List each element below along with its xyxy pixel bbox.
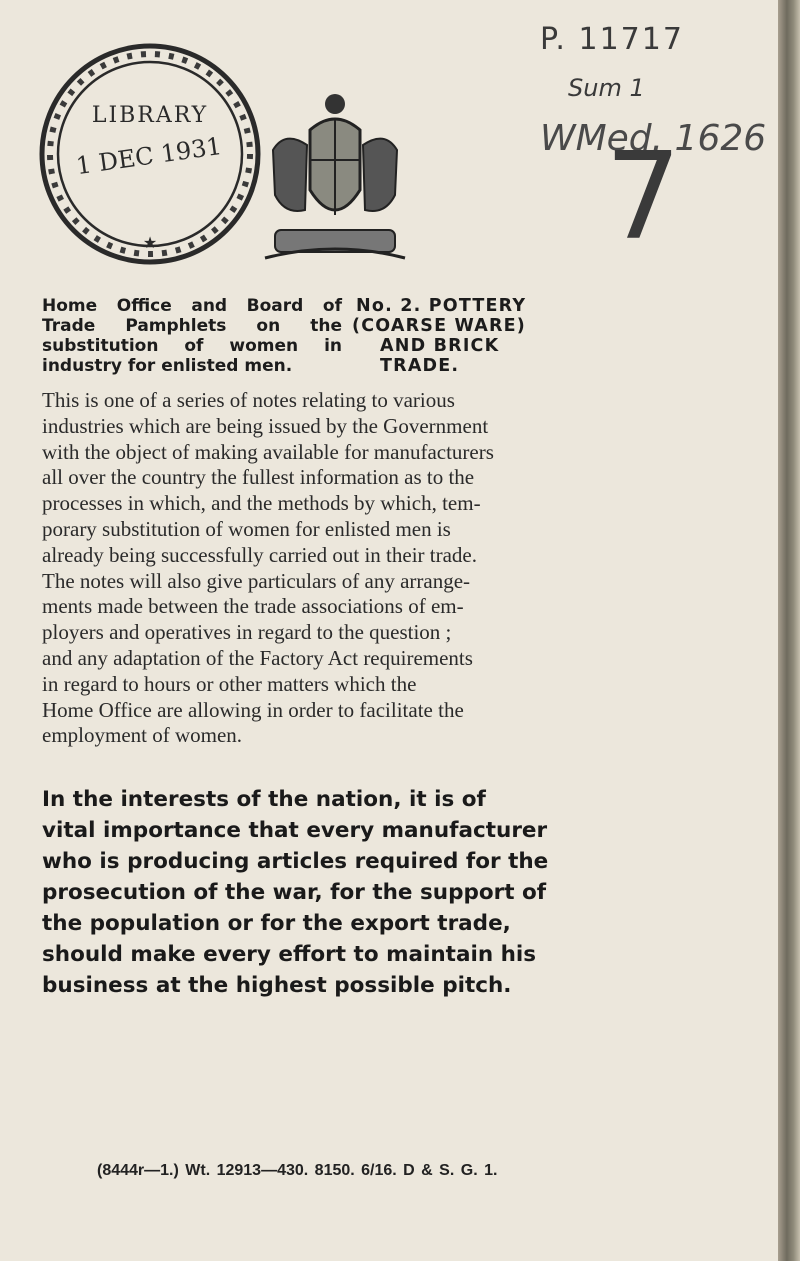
emphasis-line: business at the highest possible pitch. <box>42 973 512 998</box>
body-line: ments made between the trade associations of em- <box>42 594 464 619</box>
body-line: Home Office are allowing in order to facilitate the <box>42 697 464 722</box>
body-line: This is one of a series of notes relating to various <box>42 388 455 412</box>
body-line: industries which are being issued by the Government <box>42 413 489 438</box>
body-line: porary substitution of women for enlisted men is <box>42 516 451 541</box>
body-line: already being successfully carried out in their trade. <box>42 542 477 567</box>
emphasis-line: the population or for the export trade, <box>42 911 511 936</box>
body-line: The notes will also give particulars of any arrange- <box>42 568 471 593</box>
library-stamp <box>36 40 264 268</box>
emphasis-line: who is producing articles required for the <box>42 849 549 874</box>
body-line: with the object of making available for manufacturers <box>42 439 494 464</box>
title-line-1: No. 2. POTTERY <box>356 296 527 316</box>
pamphlet-title <box>352 296 732 376</box>
body-line: employment of women. <box>42 723 243 748</box>
page-edge <box>778 0 800 1261</box>
emphasis-line: In the interests of the nation, it is of <box>42 787 486 812</box>
body-line: and any adaptation of the Factory Act requirements <box>42 645 473 670</box>
printer-imprint: (8444r—1.) Wt. 12913—430. 8150. 6/16. D & S. G. 1. <box>97 1162 498 1179</box>
handwritten-reference: P. 11717 <box>540 22 684 57</box>
stamp-label: LIBRARY <box>91 103 209 128</box>
emphasis-line: vital importance that every manufacturer <box>42 818 548 843</box>
title-line-4: TRADE. <box>380 356 460 376</box>
body-line: processes in which, and the methods by which, tem- <box>42 491 481 516</box>
body-line: ployers and operatives in regard to the question ; <box>42 620 452 645</box>
svg-text:★: ★ <box>142 233 158 252</box>
royal-coat-of-arms-icon <box>255 90 415 265</box>
handwritten-number: 7 <box>605 128 682 267</box>
stamp-date: 1 DEC 1931 <box>74 132 224 181</box>
emphasis-paragraph <box>42 784 742 1001</box>
body-line: in regard to hours or other matters which the <box>42 671 417 696</box>
handwritten-date-note: WMed. 1626 <box>540 118 767 159</box>
body-line: all over the country the fullest information as to the <box>42 465 475 490</box>
emphasis-line: should make every effort to maintain his <box>42 942 537 967</box>
intro-paragraph <box>42 388 742 749</box>
handwritten-initials: Sum 1 <box>568 74 645 102</box>
title-line-2: (COARSE WARE) <box>352 316 527 336</box>
series-heading: Home Office and Board of Trade Pamphlets on the substitution of women in industry for enlisted men. <box>42 296 342 376</box>
title-line-3: AND BRICK <box>380 336 500 356</box>
emphasis-line: prosecution of the war, for the support of <box>42 880 547 905</box>
